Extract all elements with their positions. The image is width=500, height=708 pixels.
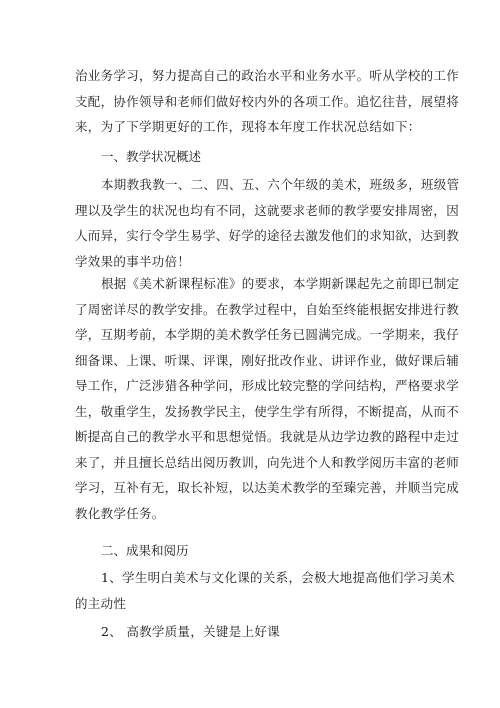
section-heading-2: 二、成果和阅历: [101, 543, 189, 558]
list-item-1: [75, 565, 455, 616]
text-line: 断提高自己的教学水平和思想觉悟。我就是从边学边教的路程中走过: [75, 429, 460, 444]
text-line: 了周密详尽的教学安排。在教学过程中，自始至终能根据安排进行教: [75, 301, 460, 317]
text-line: 导工作，广泛涉猎各种学问，形成比较完整的学问结构，严格要求学: [75, 378, 460, 393]
list-item-2: [75, 619, 435, 645]
text-line: 学习，互补有无，取长补短，以达美术教学的至臻完善，并顺当完成: [75, 480, 460, 495]
paragraph-intro: [75, 63, 460, 140]
text-line: 学效果的事半功倍！: [75, 253, 191, 269]
text-line: 来，为了下学期更好的工作，现将本年度工作状况总结如下：: [75, 119, 421, 134]
text-line: 支配，协作领导和老师们做好校内外的各项工作。追忆往昔，展望将: [75, 93, 460, 109]
text-line: 学，互期考前，本学期的美术教学任务已圆满完成。一学期来，我仔: [75, 327, 460, 342]
text-line: 的主动性: [75, 595, 127, 611]
paragraph-overview: [75, 172, 460, 274]
text-line: 人而异，实行令学生易学、好学的途径去激发他们的求知欲，达到教: [75, 228, 460, 243]
text-line: 治业务学习，努力提高自己的政治水平和业务水平。听从学校的工作: [75, 68, 460, 83]
text-line: 1、学生明白美术与文化课的关系，会极大地提高他们学习美术: [101, 570, 455, 585]
paragraph-curriculum: [75, 271, 460, 526]
text-line: 生，敬重学生，发扬教学民主，使学生学有所得，不断提高，从而不: [75, 403, 460, 419]
text-line: 本期教我教一、二、四、五、六个年级的美术，班级多，班级管: [101, 177, 460, 192]
text-line: 理以及学生的状况也均有不同，这就要求老师的教学要安排周密，因: [75, 202, 460, 218]
text-line: 来了，并且擅长总结出阅历教训，向先进个人和教学阅历丰富的老师: [75, 454, 460, 470]
text-line: 细备课、上课、听课、评课，刚好批改作业、讲评作业，做好课后辅: [75, 352, 460, 368]
text-line: 2、 高教学质量，关键是上好课: [101, 624, 280, 639]
section-heading-1: 一、教学状况概述: [101, 149, 202, 164]
text-line: 教化教学任务。: [75, 505, 165, 521]
text-line: 根据《美术新课程标准》的要求，本学期新课起先之前即已制定: [101, 276, 460, 291]
